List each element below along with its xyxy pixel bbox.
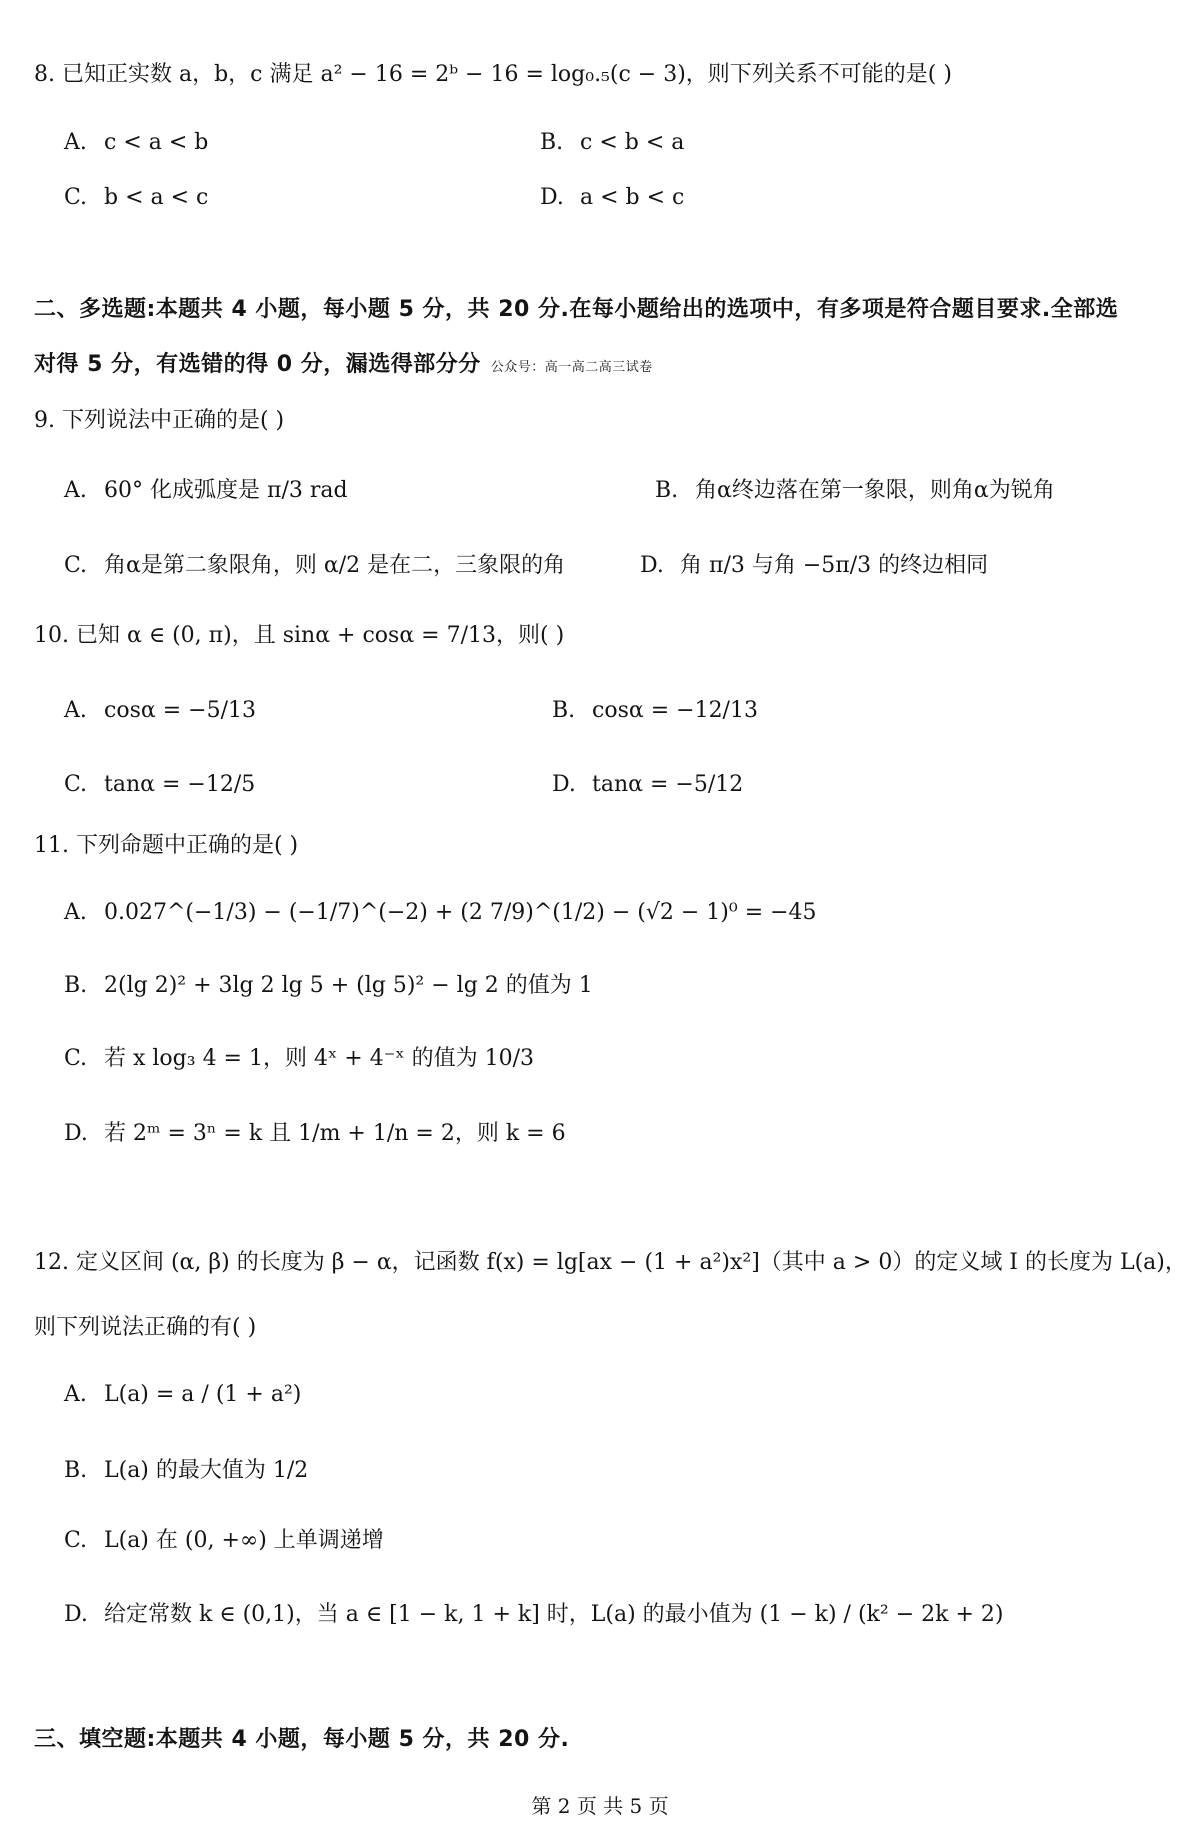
q10-stem: 10. 已知 α ∈ (0, π)，且 sinα + cosα = 7/13，则( ) (34, 623, 565, 648)
section-2-header-line1: 二、多选题:本题共 4 小题，每小题 5 分，共 20 分.在每小题给出的选项中，有多项是符合题目要求.全部选 (34, 297, 1119, 322)
q12-stem-line2: 则下列说法正确的有( ) (34, 1315, 257, 1340)
section-2-header-line2: 对得 5 分，有选错的得 0 分，漏选得部分分 公众号：高一高二高三试卷 (34, 352, 653, 377)
q9-option-d: D. 角 π/3 与角 −5π/3 的终边相同 (640, 553, 989, 578)
watermark-text: 公众号：高一高二高三试卷 (490, 360, 653, 375)
q11-option-b: B. 2(lg 2)² + 3lg 2 lg 5 + (lg 5)² − lg 2 的值为 1 (64, 973, 593, 998)
q8-option-a: A. c < a < b (64, 130, 209, 155)
q10-option-d: D. tanα = −5/12 (552, 772, 744, 797)
q8-stem: 8. 已知正实数 a，b，c 满足 a² − 16 = 2ᵇ − 16 = log₀.₅(c − 3)，则下列关系不可能的是( ) (34, 62, 952, 87)
q12-option-d: D. 给定常数 k ∈ (0,1)，当 a ∈ [1 − k, 1 + k] 时，L(a) 的最小值为 (1 − k) / (k² − 2k + 2) (64, 1602, 1004, 1627)
section-3-header: 三、填空题:本题共 4 小题，每小题 5 分，共 20 分. (34, 1727, 570, 1752)
q11-stem: 11. 下列命题中正确的是( ) (34, 833, 299, 858)
q8-option-c: C. b < a < c (64, 185, 209, 210)
q10-option-b: B. cosα = −12/13 (552, 698, 758, 723)
q12-option-c: C. L(a) 在 (0, +∞) 上单调递增 (64, 1528, 384, 1553)
q9-stem: 9. 下列说法中正确的是( ) (34, 408, 285, 433)
q10-option-a: A. cosα = −5/13 (64, 698, 256, 723)
q8-option-b: B. c < b < a (540, 130, 685, 155)
q9-option-a: A. 60° 化成弧度是 π/3 rad (64, 478, 348, 503)
q12-option-a: A. L(a) = a / (1 + a²) (64, 1382, 302, 1407)
q12-stem-line1: 12. 定义区间 (α, β) 的长度为 β − α，记函数 f(x) = lg[ax − (1 + a²)x²]（其中 a > 0）的定义域 I 的长度为 L(a)， (34, 1250, 1187, 1275)
q9-option-b: B. 角α终边落在第一象限，则角α为锐角 (655, 478, 1055, 503)
q9-option-c: C. 角α是第二象限角，则 α/2 是在二，三象限的角 (64, 553, 566, 578)
q12-option-b: B. L(a) 的最大值为 1/2 (64, 1458, 309, 1483)
q10-option-c: C. tanα = −12/5 (64, 772, 256, 797)
page-number-footer: 第 2 页 共 5 页 (531, 1794, 669, 1818)
q11-option-d: D. 若 2ᵐ = 3ⁿ = k 且 1/m + 1/n = 2，则 k = 6 (64, 1121, 566, 1146)
q8-option-d: D. a < b < c (540, 185, 685, 210)
q11-option-a: A. 0.027^(−1/3) − (−1/7)^(−2) + (2 7/9)^(1/2) − (√2 − 1)⁰ = −45 (64, 900, 817, 925)
q11-option-c: C. 若 x log₃ 4 = 1，则 4ˣ + 4⁻ˣ 的值为 10/3 (64, 1046, 535, 1071)
